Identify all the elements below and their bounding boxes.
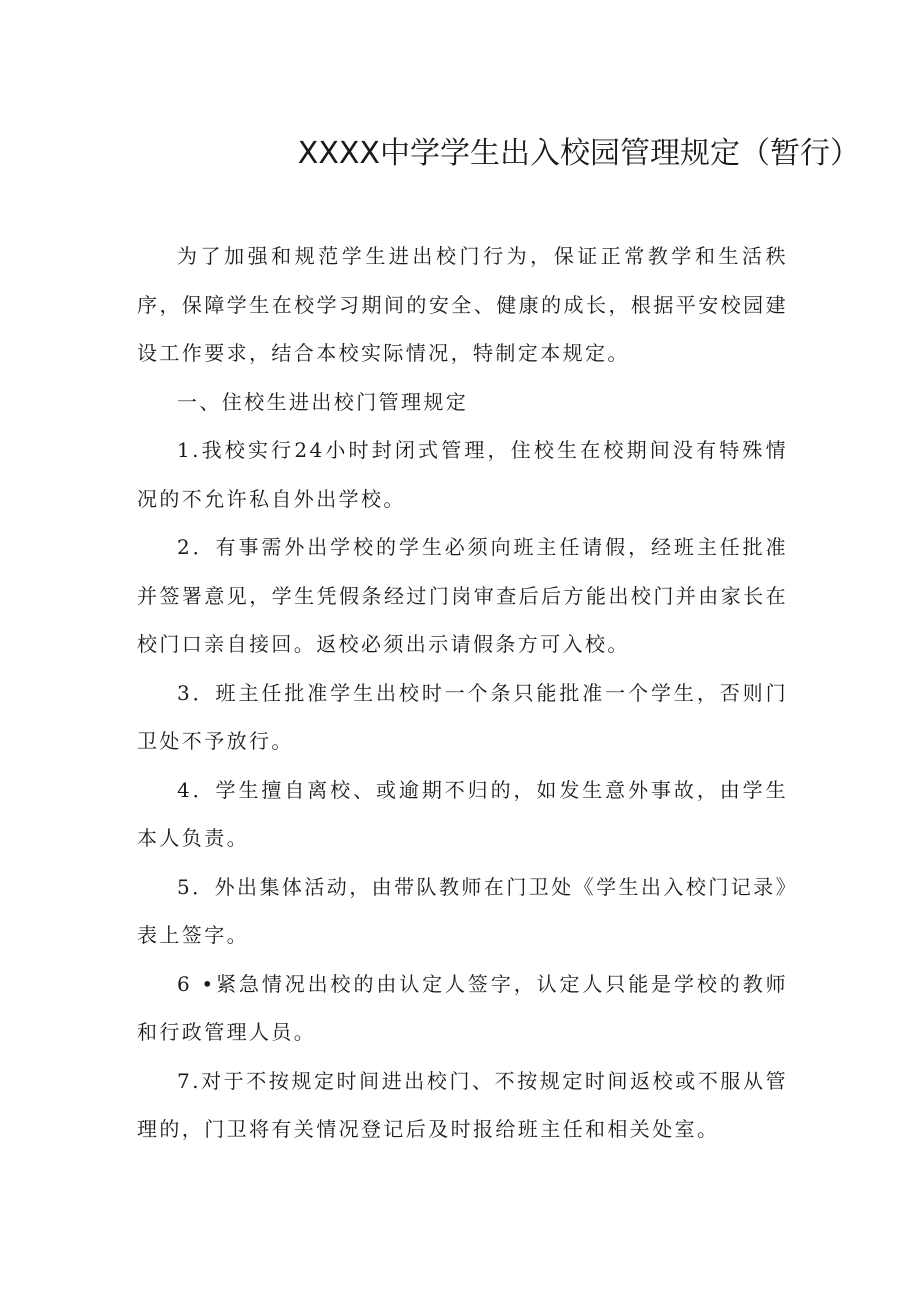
rule-item-4: 4．学生擅自离校、或逾期不归的，如发生意外事故，由学生本人负责。: [137, 777, 788, 850]
document-body: [137, 232, 788, 1154]
rule-item-7: 7.对于不按规定时间进出校门、不按规定时间返校或不服从管理的，门卫将有关情况登记后及时报给班主任和相关处室。: [137, 1068, 788, 1141]
rule-item-2: 2．有事需外出学校的学生必须向班主任请假，经班主任批准并签署意见，学生凭假条经过门岗审查后后方能出校门并由家长在校门口亲自接回。返校必须出示请假条方可入校。: [137, 535, 788, 656]
rule-item-6: 6 •紧急情况出校的由认定人签字，认定人只能是学校的教师和行政管理人员。: [137, 971, 788, 1044]
document-title: XXXX中学学生出入校园管理规定（暂行）: [297, 136, 860, 171]
intro-paragraph: 为了加强和规范学生进出校门行为，保证正常教学和生活秩序，保障学生在校学习期间的安全、健康的成长，根据平安校园建设工作要求，结合本校实际情况，特制定本规定。: [137, 244, 788, 365]
rule-item-3: 3．班主任批准学生出校时一个条只能批准一个学生，否则门卫处不予放行。: [137, 680, 788, 753]
section-heading: 一、住校生进出校门管理规定: [177, 389, 469, 414]
rule-item-5: 5．外出集体活动，由带队教师在门卫处《学生出入校门记录》表上签字。: [137, 874, 788, 947]
rule-item-1: 1.我校实行24小时封闭式管理，住校生在校期间没有特殊情况的不允许私自外出学校。: [137, 438, 788, 511]
